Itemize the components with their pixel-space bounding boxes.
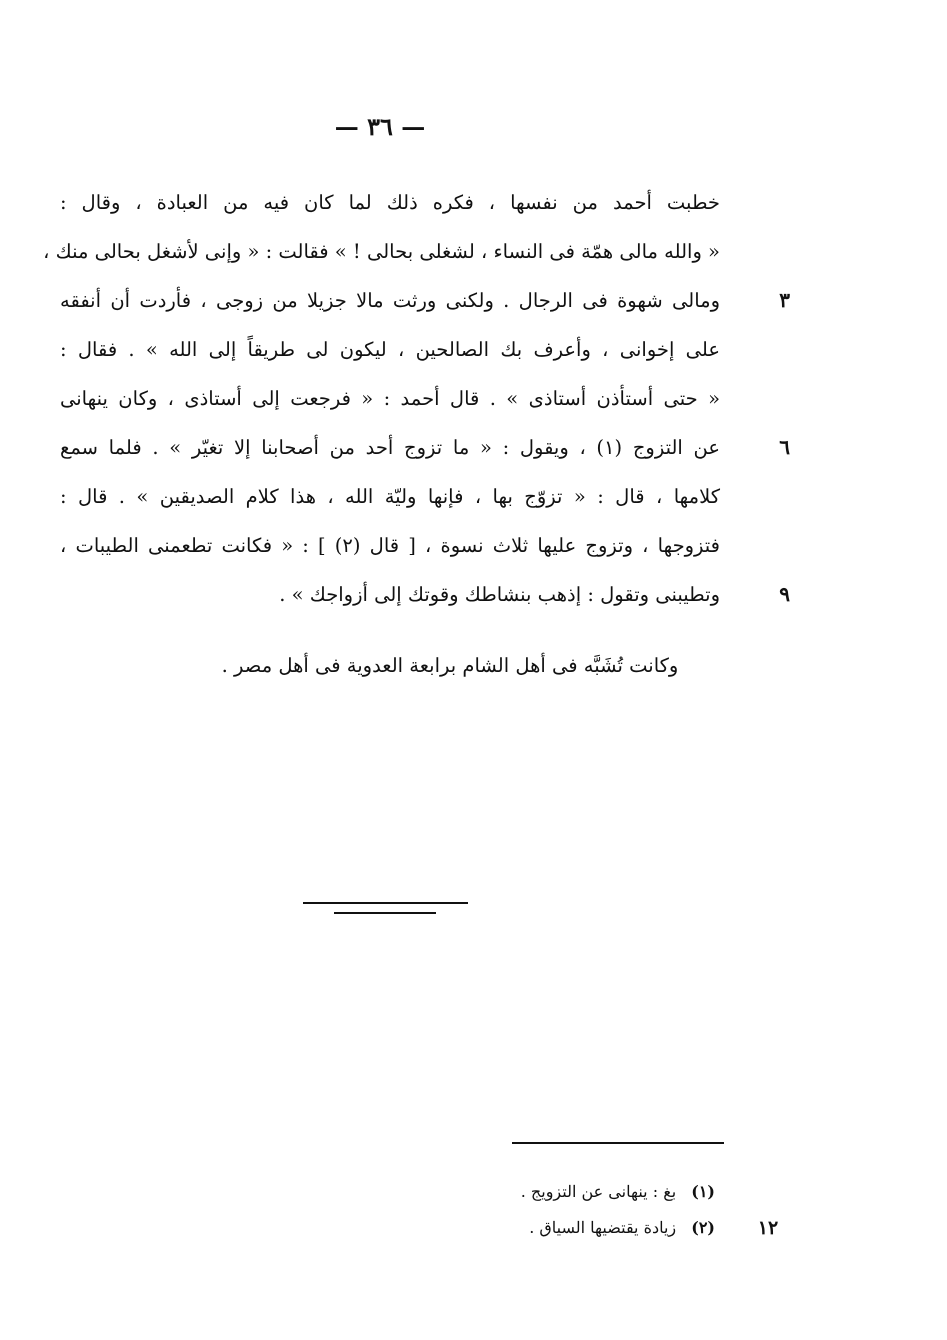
line-text: « حتى أستأذن أستاذى » . قال أحمد : « فرجعت إلى أستاذى ، وكان ينهانى <box>60 387 720 410</box>
footnote-1 <box>380 1174 715 1210</box>
text-line-7 <box>60 472 720 521</box>
line-text: عن التزوج (١) ، ويقول : « ما تزوج أحد من أصحابنا إلا تغيّر » . فلما سمع <box>60 436 720 459</box>
line-text: ومالى شهوة فى الرجال . ولكنى ورثت مالا جزيلا من زوجى ، فأردت أن أنفقه <box>60 289 720 312</box>
line-text: « والله مالى همّة فى النساء ، لشغلى بحالى ! » فقالت : « وإنى لأشغل بحالى منك ، <box>43 240 720 263</box>
section-divider-short <box>334 912 436 914</box>
text-line-3 <box>60 276 790 325</box>
line-number: ٦ <box>779 435 790 459</box>
line-number: ٩ <box>779 582 790 606</box>
line-text: خطبت أحمد من نفسها ، فكره ذلك لما كان فيه من العبادة ، وقال : <box>60 191 720 214</box>
text-line-1 <box>60 178 720 227</box>
line-text: وتطيبنى وتقول : إذهب بنشاطك وقوتك إلى أزواجك » . <box>279 583 720 606</box>
line-text: على إخوانى ، وأعرف بك الصالحين ، ليكون لى طريقاً إلى الله » . فقال : <box>60 338 720 361</box>
footnotes <box>380 1174 779 1246</box>
section-divider-long <box>303 902 468 904</box>
footnote-marker: (٢) <box>691 1218 715 1237</box>
page-number: — ٣٦ — <box>334 112 426 141</box>
line-text: فتزوجها ، وتزوج عليها ثلاث نسوة ، [ قال (٢) ] : « فكانت تطعمنى الطيبات ، <box>60 534 721 557</box>
text-line-6 <box>60 423 790 472</box>
line-number: ١٢ <box>757 1217 779 1239</box>
text-line-9 <box>60 570 790 619</box>
footnote-rule <box>512 1142 724 1144</box>
text-line-8 <box>60 521 720 570</box>
footnote-text: زيادة يقتضيها السياق . <box>529 1218 677 1237</box>
line-number: ٣ <box>779 288 790 312</box>
closing-line: وكانت تُشَبَّه فى أهل الشام برابعة العدوية فى أهل مصر . <box>221 654 679 677</box>
line-text: كلامها ، قال : « تزوّج بها ، فإنها وليّة الله ، هذا كلام الصديقين » . قال : <box>60 485 720 508</box>
footnote-2 <box>380 1210 779 1246</box>
body-text <box>43 178 790 619</box>
text-line-2 <box>43 227 720 276</box>
footnote-marker: (١) <box>691 1182 715 1201</box>
text-line-5 <box>60 374 720 423</box>
text-line-4 <box>60 325 720 374</box>
footnote-text: بغ : ينهانى عن التزويج . <box>520 1182 677 1201</box>
